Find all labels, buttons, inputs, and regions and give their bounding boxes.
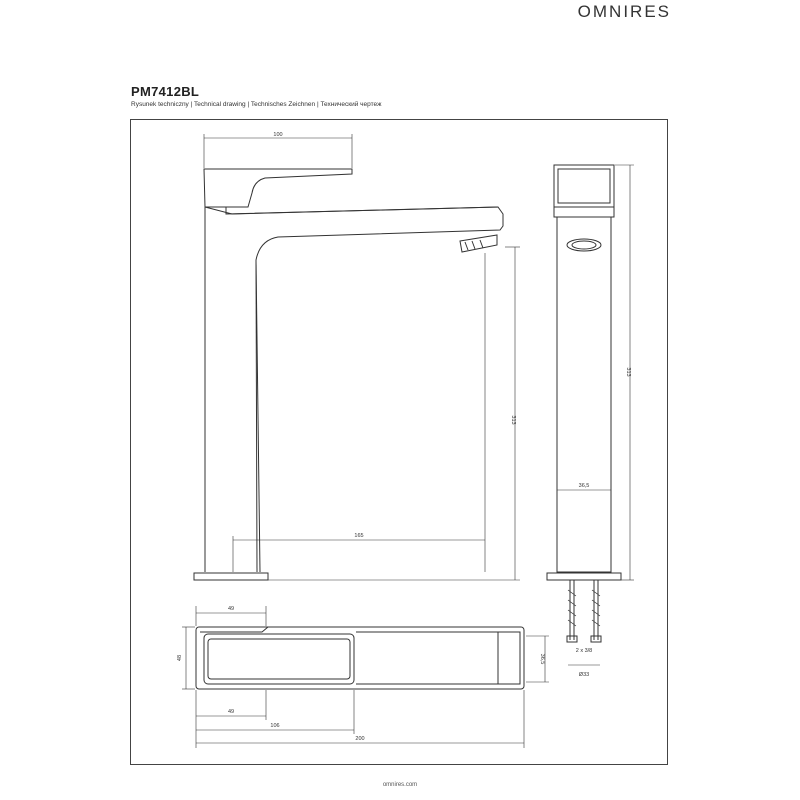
side-view: [194, 169, 503, 580]
dim-total-height: 313: [625, 367, 631, 377]
top-view: [196, 627, 524, 689]
dim-hole-diameter: Ø33: [578, 672, 590, 678]
dim-top-handle-offset: 49: [227, 709, 235, 715]
top-handle: [204, 634, 354, 684]
brand-logo: OMNIRES: [577, 2, 671, 21]
footer-website: omnires.com: [382, 782, 418, 788]
dim-top-total: 200: [355, 736, 365, 742]
dim-body-width: 36,5: [578, 483, 590, 489]
dim-hoses: 2 x 3/8: [575, 648, 593, 654]
faucet-handle: [204, 169, 352, 207]
front-view: [547, 165, 621, 642]
dim-top-depth: 49: [227, 606, 235, 612]
dim-top-mid: 106: [270, 723, 280, 729]
drawing-subtitle: Rysunek techniczny | Technical drawing | Technisches Zeichnen | Технический чертеж: [131, 101, 382, 108]
model-number: PM7412BL: [131, 84, 200, 99]
dim-top-width: 48: [177, 654, 183, 662]
dim-spout-depth: 36,5: [539, 653, 545, 665]
dim-spout-reach: 165: [354, 533, 364, 539]
dim-handle-length: 100: [273, 132, 283, 138]
dim-spout-height: 313: [510, 415, 516, 425]
faucet-base: [194, 573, 268, 580]
